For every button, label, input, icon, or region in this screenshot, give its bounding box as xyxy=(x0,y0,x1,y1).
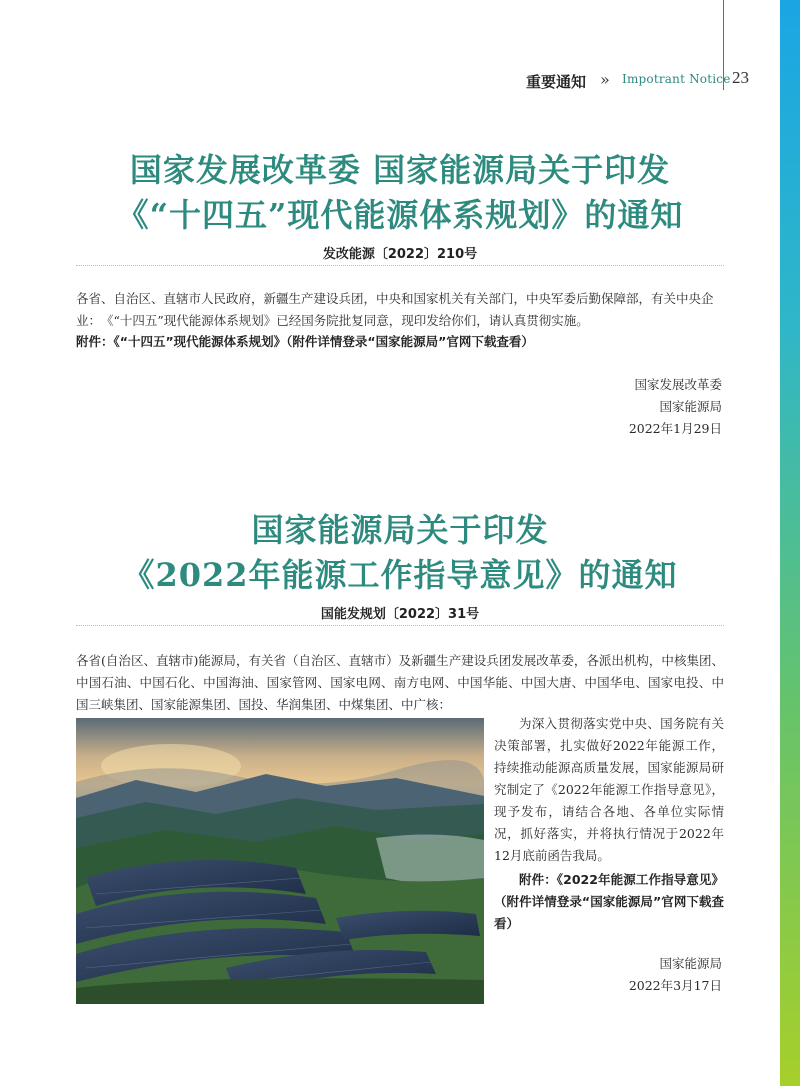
notice2-title-line1: 国家能源局关于印发 xyxy=(251,511,549,549)
notice2-signature xyxy=(629,953,722,997)
signature-issuer: 国家发展改革委 xyxy=(634,377,722,392)
section-label-en: Impotrant Notice xyxy=(622,72,731,86)
solar-farm-photo xyxy=(76,718,484,1004)
notice2-body: 为深入贯彻落实党中央、国务院有关决策部署，扎实做好2022年能源工作，持续推动能源高质量发展，国家能源局研究制定了《2022年能源工作指导意见》，现予发布，请结合各地、各单位实际情况，抓好落实，并将执行情况于2022年12月底前函告我局。 xyxy=(494,716,724,863)
chevron-right-icon: » xyxy=(600,70,610,89)
divider xyxy=(76,265,724,266)
divider xyxy=(76,625,724,626)
notice1-title-line1: 国家发展改革委 国家能源局关于印发 xyxy=(129,151,671,189)
notice1-attachment: 附件：《“十四五”现代能源体系规划》（附件详情登录“国家能源局”官网下载查看） xyxy=(76,334,534,349)
notice2-addressees: 各省(自治区、直辖市)能源局，有关省（自治区、直辖市）及新疆生产建设兵团发展改革委，各派出机构，中核集团、中国石油、中国石化、中国海油、国家管网、国家电网、南方电网、中国华能、中国大唐、中国华电、国家电投、中国三峡集团、国家能源集团、国投、华润集团、中煤集团、中广核： xyxy=(76,653,724,712)
page-number: 23 xyxy=(732,68,749,87)
notice1-signature xyxy=(629,374,722,440)
notice1-body: 《“十四五”现代能源体系规划》已经国务院批复同意，现印发给你们，请认真贯彻实施。 xyxy=(101,313,589,328)
notice2-doc-number: 国能发规划〔2022〕31号 xyxy=(320,607,480,622)
signature-date: 2022年1月29日 xyxy=(628,421,722,436)
notice1-doc-number: 发改能源〔2022〕210号 xyxy=(322,247,478,262)
section-label: 重要通知 xyxy=(525,73,586,91)
notice2-attachment: 附件：《2022年能源工作指导意见》（附件详情登录“国家能源局”官网下载查看） xyxy=(494,872,724,931)
signature-issuer: 国家能源局 xyxy=(659,399,722,414)
page-header xyxy=(0,62,770,92)
signature-date: 2022年3月17日 xyxy=(628,978,722,993)
notice1-addressees: 各省、自治区、直辖市人民政府，新疆生产建设兵团，中央和国家机关有关部门，中央军委后勤保障部，有关中央企业： xyxy=(76,291,714,328)
notice1-title-line2: 《“十四五”现代能源体系规划》的通知 xyxy=(116,196,684,234)
signature-issuer: 国家能源局 xyxy=(659,956,722,971)
notice2-title-line2: 《2022年能源工作指导意见》的通知 xyxy=(122,556,678,594)
